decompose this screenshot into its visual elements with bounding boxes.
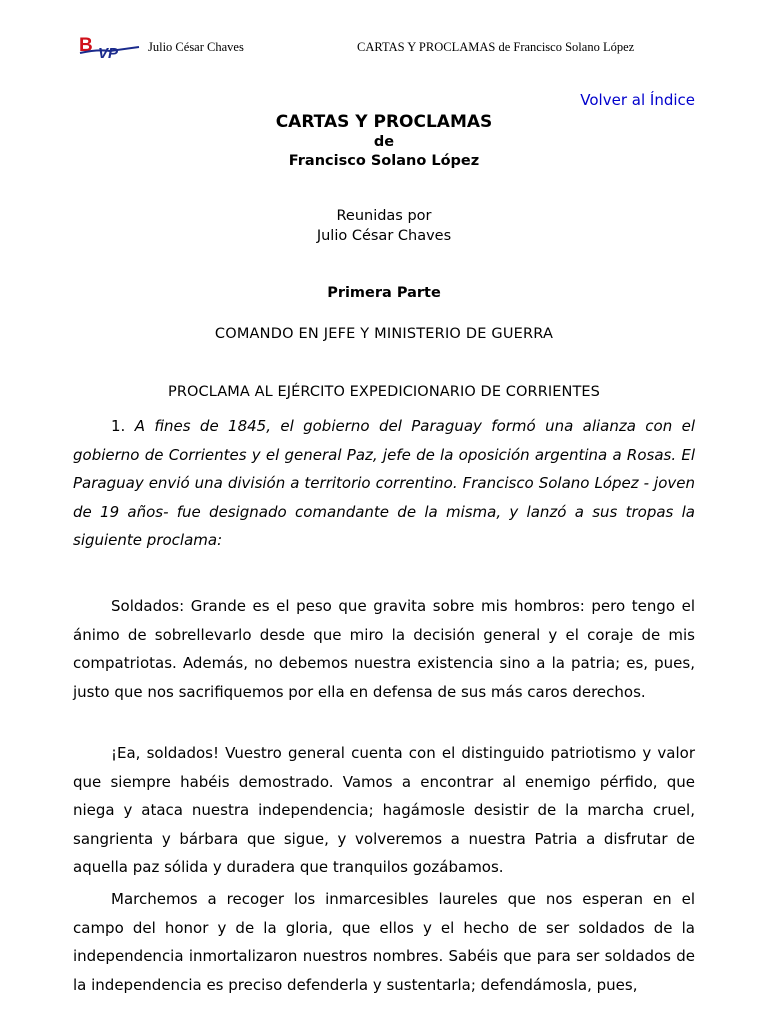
body-paragraph: Marchemos a recoger los inmarcesibles laureles que nos esperan en el campo del honor y de la gloria, que ellos y el hecho de ser soldados de la independencia inmortalizaron nuestros nombres. Sabéis que para ser soldados de la independencia es preciso defenderla y sustentarla; defendámosla, pues, [73,890,695,994]
title-de: de [373,134,395,150]
bvp-logo [78,35,141,61]
body-paragraph: Soldados: Grande es el peso que gravita sobre mis hombros: pero tengo el ánimo de sobrellevarlo desde que miro la decisión general y el coraje de mis compatriotas. Además, no debemos nuestra existencia sino a la patria; es, pues, justo que nos sacrifiquemos por ella en defensa de sus más caros derechos. [73,597,695,701]
compiler-name: Julio César Chaves [316,228,452,244]
back-to-index-link[interactable]: Volver al Índice [580,91,695,109]
document-title: CARTAS Y PROCLAMAS [275,112,493,132]
compiled-by-label: Reunidas por [336,208,432,224]
body-paragraph: ¡Ea, soldados! Vuestro general cuenta con el distinguido patriotismo y valor que siempre habéis demostrado. Vamos a encontrar al enemigo pérfido, que niega y ataca nuestra independencia; hagámosle desistir de la marcha cruel, sangrienta y bárbara que sigue, y volveremos a nuestra Patria a disfrutar de aquella paz sólida y duradera que tranquilos gozábamos. [73,744,695,876]
section-heading: COMANDO EN JEFE Y MINISTERIO DE GUERRA [214,326,554,342]
svg-text:B: B [79,35,93,56]
intro-text: A fines de 1845, el gobierno del Paraguay formó una alianza con el gobierno de Corrientes y el general Paz, jefe de la oposición argentina a Rosas. El Paraguay envió una división a territorio correntino. Francisco Solano López - joven de 19 años- fue designado comandante de la misma, y lanzó a sus tropas la siguiente proclama: [73,417,695,549]
intro-number: 1. [111,417,126,435]
header-running-title: CARTAS Y PROCLAMAS de Francisco Solano López [357,40,635,54]
part-heading: Primera Parte [327,285,441,301]
svg-text:VP: VP [98,45,119,61]
page-header [0,32,768,64]
intro-paragraph [73,412,695,555]
header-author: Julio César Chaves [148,40,244,54]
title-author: Francisco Solano López [288,153,480,169]
proclamation-title: PROCLAMA AL EJÉRCITO EXPEDICIONARIO DE CORRIENTES [168,384,600,400]
